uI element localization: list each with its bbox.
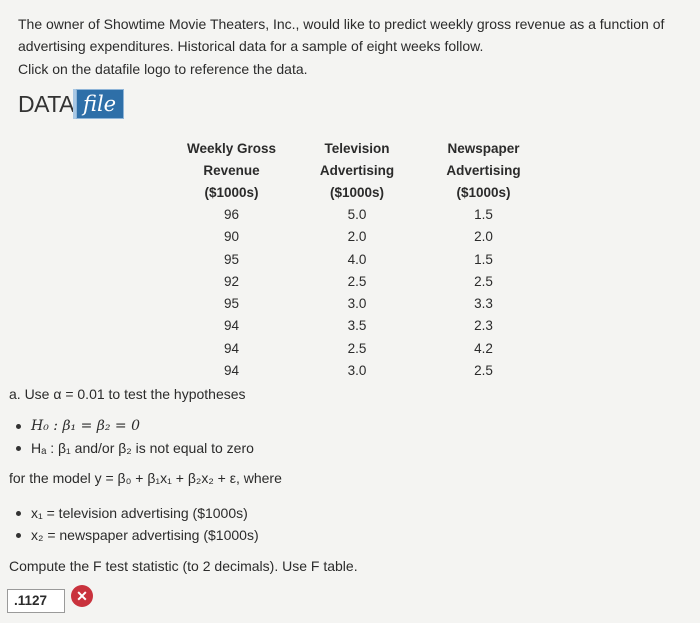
logo-file-text: file <box>76 89 124 119</box>
problem-line-1: The owner of Showtime Movie Theaters, Inc., would like to predict weekly gross revenue as a function of <box>18 16 665 32</box>
compute-instruction <box>9 558 358 574</box>
datafile-note: Click on the datafile logo to reference the data. <box>18 61 308 77</box>
table-row: 94 2.5 4.2 <box>223 340 493 356</box>
model-statement: for the model y = β₀ + β₁x₁ + β₂x₂ + ε, where <box>9 470 282 486</box>
table-row: 94 3.5 2.3 <box>223 318 493 334</box>
table-row: 95 3.0 3.3 <box>223 296 493 312</box>
compute-text: Compute the F test statistic (to 2 decimals). Use <box>9 558 311 574</box>
list-item <box>16 437 254 459</box>
answer-input[interactable]: .1127 <box>7 589 65 613</box>
table-row: 90 2.0 2.0 <box>223 229 493 245</box>
problem-line-2: advertising expenditures. Historical data for a sample of eight weeks follow. <box>18 38 484 54</box>
table-row: 94 3.0 2.5 <box>223 363 493 379</box>
table-header-row <box>165 138 551 204</box>
variables-list <box>16 502 259 546</box>
part-a-instruction: a. Use α = 0.01 to test the hypotheses <box>9 386 246 402</box>
header-television-advertising: Television Advertising ($1000s) <box>319 141 395 200</box>
bullet-icon <box>16 446 21 451</box>
list-item <box>16 502 259 524</box>
variable-x2: x₂ = newspaper advertising ($1000s) <box>31 527 259 543</box>
hypotheses-list <box>16 415 254 459</box>
null-hypothesis: H₀ : β₁ = β₂ = 0 <box>31 418 141 434</box>
header-weekly-gross-revenue: Weekly Gross Revenue ($1000s) <box>186 141 277 200</box>
bullet-icon <box>16 511 21 516</box>
table-row: 92 2.5 2.5 <box>223 273 493 289</box>
problem-statement <box>18 13 690 57</box>
table-row: 95 4.0 1.5 <box>223 251 493 267</box>
list-item <box>16 415 254 437</box>
variable-x1: x₁ = television advertising ($1000s) <box>31 505 248 521</box>
bullet-icon <box>16 533 21 538</box>
header-newspaper-advertising: Newspaper Advertising ($1000s) <box>446 141 521 200</box>
f-table-link[interactable]: F table <box>310 558 354 574</box>
datafile-logo[interactable] <box>18 89 124 119</box>
incorrect-x-icon: ✕ <box>71 585 93 607</box>
list-item <box>16 524 259 546</box>
table-row: 96 5.0 1.5 <box>223 207 493 222</box>
bullet-icon <box>16 424 21 429</box>
logo-data-text: DATA <box>18 91 74 117</box>
data-table <box>165 138 551 382</box>
alternative-hypothesis: Hₐ : β₁ and/or β₂ is not equal to zero <box>31 440 254 456</box>
compute-end: . <box>353 558 358 574</box>
